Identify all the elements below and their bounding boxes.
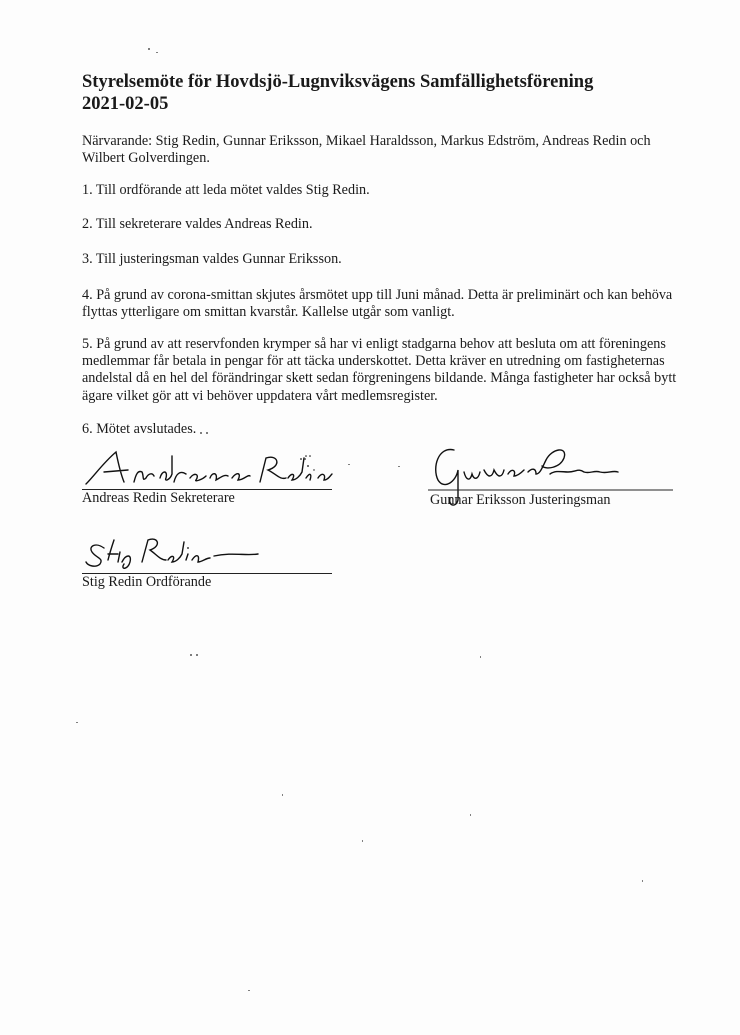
adjuster-caption: Gunnar Eriksson Justeringsman xyxy=(430,492,611,508)
scan-speck xyxy=(642,880,643,882)
agenda-item-6: 6. Mötet avslutades. xyxy=(82,421,197,437)
scan-speck xyxy=(480,656,481,658)
attendees-paragraph: Närvarande: Stig Redin, Gunnar Eriksson, Mikael Haraldsson, Markus Edström, Andreas Redin och Wilbert Golverdingen. xyxy=(82,133,651,167)
scan-speck xyxy=(196,654,198,656)
scan-speck xyxy=(206,432,208,434)
agenda-item-5: 5. På grund av att reservfonden krymper så har vi enligt stadgarna behov att besluta om att föreningens medlemmar får betala in pengar för att täcka underskottet. Detta kräver en utredning om fastigheternas andelstal då en hel del förändringar skett sedan förgreningens bildande. Många fastigheter har också bytt ägare vilket gör att vi behöver uppdatera vårt medlemsregister. xyxy=(82,336,677,404)
scan-speck xyxy=(156,52,158,53)
chair-signature xyxy=(82,532,332,574)
secretary-caption: Andreas Redin Sekreterare xyxy=(82,490,235,506)
scan-speck xyxy=(470,814,471,816)
scan-speck xyxy=(362,840,363,842)
title-date: 2021-02-05 xyxy=(82,94,169,114)
agenda-item-3: 3. Till justeringsman valdes Gunnar Eriksson. xyxy=(82,251,342,267)
scan-speck xyxy=(282,794,283,796)
agenda-item-4: 4. På grund av corona-smittan skjutes årsmötet upp till Juni månad. Detta är preliminärt och kan behöva flyttas ytterligare om smittan kvarstår. Kallelse utgår som vanligt. xyxy=(82,287,673,321)
scan-speck xyxy=(76,722,78,723)
scan-speck xyxy=(304,458,306,460)
document-title xyxy=(82,71,702,115)
scan-speck xyxy=(200,432,202,434)
title-line-1: Styrelsemöte för Hovdsjö-Lugnviksvägens Samfällighetsförening xyxy=(82,72,594,92)
scan-speck xyxy=(348,464,350,465)
scan-speck xyxy=(190,654,192,656)
chair-caption: Stig Redin Ordförande xyxy=(82,574,212,590)
scan-speck xyxy=(248,990,250,991)
agenda-item-1: 1. Till ordförande att leda mötet valdes Stig Redin. xyxy=(82,182,370,198)
secretary-signature xyxy=(82,448,332,490)
scan-speck xyxy=(398,466,400,467)
scan-speck xyxy=(300,458,302,460)
scan-speck xyxy=(148,48,150,50)
agenda-item-2: 2. Till sekreterare valdes Andreas Redin. xyxy=(82,216,313,232)
